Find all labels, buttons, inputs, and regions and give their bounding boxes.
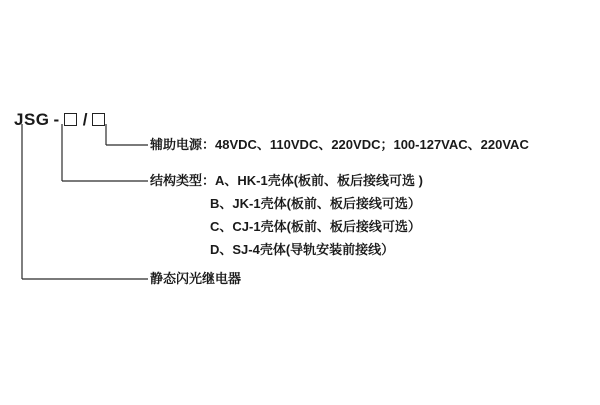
model-prefix: JSG: [14, 110, 50, 129]
label-structure-type: 结构类型：A、HK-1壳体(板前、板后接线可选 ): [150, 173, 423, 188]
model-slash: /: [82, 110, 88, 129]
model-dash: -: [53, 110, 60, 129]
label-structure-d: D、SJ-4壳体(导轨安装前接线）: [210, 242, 395, 257]
label-base-product: 静态闪光继电器: [150, 271, 242, 286]
label-aux-power: 辅助电源：48VDC、110VDC、220VDC；100-127VAC、220VAC: [150, 137, 529, 152]
model-box-structure: [64, 113, 77, 126]
label-structure-c: C、CJ-1壳体(板前、板后接线可选）: [210, 219, 421, 234]
model-box-power: [92, 113, 105, 126]
label-structure-b: B、JK-1壳体(板前、板后接线可选）: [210, 196, 421, 211]
model-code: [14, 110, 105, 130]
